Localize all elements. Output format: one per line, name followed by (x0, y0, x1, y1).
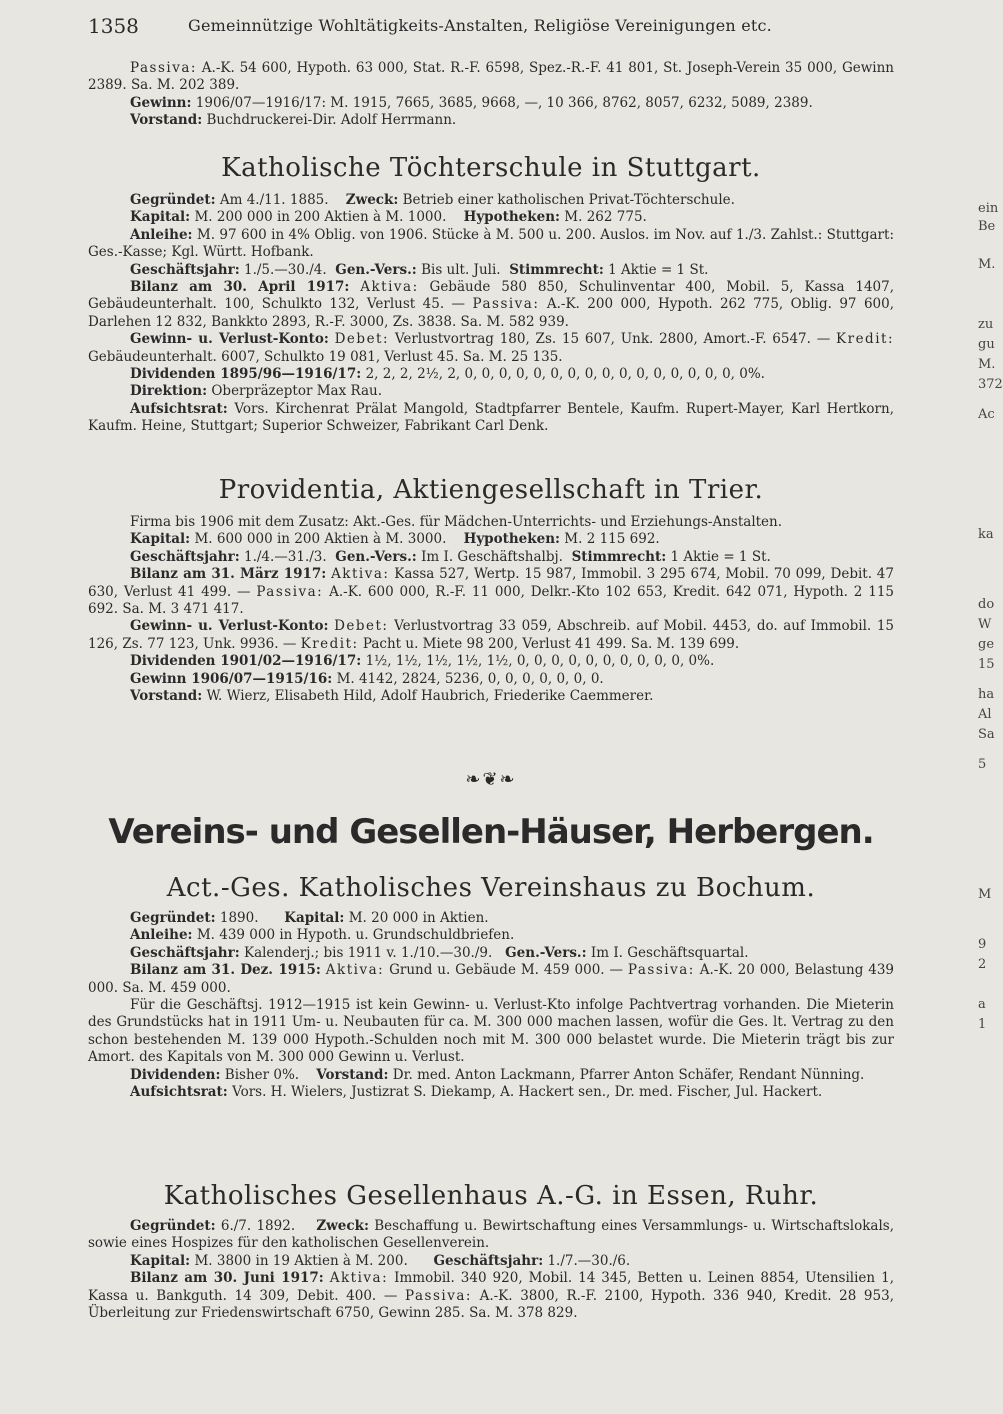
section-providentia (88, 474, 894, 705)
fragment: Al (978, 707, 992, 722)
fragment: M. (978, 357, 996, 372)
kapital-label: Kapital: (130, 209, 191, 226)
gegruendet-text: Am 4./11. 1885. (219, 192, 329, 208)
gegruendet-label: Gegründet: (130, 910, 216, 926)
running-title: Gemeinnützige Wohltätigkeits-Anstalten, Religiöse Vereinigungen etc. (188, 16, 772, 35)
fragment: 2 (978, 957, 987, 972)
gewinn-label: Gewinn 1906/07—1915/16: (130, 670, 333, 687)
dividenden-label: Dividenden 1901/02—1916/17: (130, 653, 362, 670)
firma-text: Firma bis 1906 mit dem Zusatz: Akt.-Ges. für Mädchen-Unterrichts- und Erziehungs-Anstalten. (130, 514, 783, 530)
fragment: gu (978, 337, 995, 352)
geschaeftsjahr-label: Geschäftsjahr: (130, 261, 240, 278)
vorstand-text: Dr. med. Anton Lackmann, Pfarrer Anton Schäfer, Rendant Nünning. (392, 1066, 865, 1083)
guv-debet: Verlustvortrag 180, Zs. 15 607, Unk. 2800, Amort.-F. 6547. — (394, 331, 831, 348)
guv-label: Gewinn- u. Verlust-Konto: (130, 331, 329, 348)
aufsichtsrat-label: Aufsichtsrat: (130, 1084, 228, 1101)
fragment: Be (978, 219, 996, 234)
aufsichtsrat-label: Aufsichtsrat: (130, 400, 228, 417)
fragment: M. (978, 257, 996, 272)
bilanz-passiva: A.-K. 600 000, R.-F. 11 000, Delkr.-Kto 102 653, Kredit. 642 071, Hypoth. 2 115 692. Sa. M. 3 471 417. (88, 583, 894, 618)
gegruendet-text: 6./7. 1892. (220, 1218, 296, 1234)
bilanz-aktiva: Grund u. Gebäude M. 459 000. — (389, 962, 623, 979)
hypotheken-label: Hypotheken: (463, 531, 560, 548)
kredit-label: Kredit: (300, 635, 359, 652)
fragment: 9 (978, 937, 987, 952)
geschaeftsjahr-text: 1./5.—30./4. (243, 261, 327, 278)
bilanz-passiva: A.-K. 20 000, Belastung 439 000. Sa. M. 459 000. (88, 962, 894, 996)
kapital-text: M. 20 000 in Aktien. (348, 910, 489, 926)
anleihe-label: Anleihe: (130, 226, 193, 243)
section-bochum (88, 872, 894, 1101)
geschaeftsjahr-label: Geschäftsjahr: (130, 944, 240, 961)
vorstand-label: Vorstand: (130, 112, 203, 129)
direktion-label: Direktion: (130, 383, 208, 400)
section-toechterschule (88, 152, 894, 436)
geschaeftsjahr-label: Geschäftsjahr: (130, 548, 240, 565)
aktiva-label: Aktiva: (329, 1270, 389, 1287)
fragment: 372 (978, 377, 1003, 392)
passiva-text: A.-K. 54 600, Hypoth. 63 000, Stat. R.-F. 6598, Spez.-R.-F. 41 801, St. Joseph-Verein 35 000, Gewinn 2389. Sa. M. 202 389. (88, 60, 894, 94)
geschaeftsjahr-text: 1./7.—30./6. (547, 1252, 631, 1269)
vorstand-text: Buchdruckerei-Dir. Adolf Herrmann. (206, 112, 457, 129)
kapital-label: Kapital: (130, 531, 191, 548)
anleihe-text: M. 439 000 in Hypoth. u. Grundschuldbriefen. (196, 927, 515, 944)
dividenden-text: Bisher 0%. (224, 1066, 300, 1083)
kapital-text: M. 200 000 in 200 Aktien à M. 1000. (194, 209, 447, 226)
bilanz-aktiva: Gebäude 580 850, Schulinventar 400, Mobil. 5, Kassa 1407, Gebäudeunterhalt. 100, Schulkto 132, Verlust 45. — (88, 279, 895, 313)
aktiva-label: Aktiva: (331, 566, 390, 583)
section-title: Act.-Ges. Katholisches Vereinshaus zu Bochum. (166, 873, 816, 903)
zweck-label: Zweck: (316, 1218, 369, 1234)
stimmrecht-text: 1 Aktie = 1 St. (608, 261, 709, 278)
chapter-heading-block (88, 812, 894, 852)
stimmrecht-label: Stimmrecht: (571, 548, 667, 565)
gen-vers-text: Bis ult. Juli. (421, 261, 501, 278)
fragment: 1 (978, 1017, 987, 1032)
anleihe-label: Anleihe: (130, 927, 193, 944)
section-title: Providentia, Aktiengesellschaft in Trier. (218, 475, 764, 505)
fragment: M (978, 887, 992, 902)
intro-block (88, 60, 894, 130)
facing-page-fragments (978, 190, 1003, 1190)
vorstand-text: W. Wierz, Elisabeth Hild, Adolf Haubrich, Friederike Caemmerer. (206, 688, 654, 705)
fragment: ka (978, 527, 994, 542)
dividenden-text: 1½, 1½, 1½, 1½, 1½, 0, 0, 0, 0, 0, 0, 0, 0, 0, 0, 0%. (365, 653, 715, 670)
dividenden-text: 2, 2, 2, 2½, 2, 0, 0, 0, 0, 0, 0, 0, 0, 0, 0, 0, 0, 0, 0, 0, 0, 0%. (365, 366, 765, 383)
passiva-label: Passiva: (405, 1287, 472, 1304)
guv-kredit: Pacht u. Miete 98 200, Verlust 41 499. Sa. M. 139 699. (362, 635, 740, 652)
passiva-label: Passiva: (130, 60, 197, 76)
fragment: ha (978, 687, 995, 702)
page-number: 1358 (88, 14, 139, 38)
fragment: ein (978, 201, 999, 216)
ornament-divider: ❧❦❧ (465, 769, 517, 790)
hypotheken-label: Hypotheken: (463, 209, 560, 226)
aktiva-label: Aktiva: (325, 962, 385, 979)
gen-vers-text: Im I. Geschäftshalbj. (421, 548, 563, 565)
vorstand-label: Vorstand: (316, 1066, 389, 1083)
stimmrecht-label: Stimmrecht: (509, 261, 604, 278)
fragment: 15 (978, 657, 995, 672)
aktiva-label: Aktiva: (360, 279, 419, 296)
debet-label: Debet: (334, 331, 390, 348)
direktion-text: Oberpräzeptor Max Rau. (211, 383, 382, 400)
guv-debet: Verlustvortrag 33 059, Abschreib. auf Mobil. 4453, do. auf Immobil. 15 126, Zs. 77 123, Unk. 9936. — (88, 618, 894, 652)
bilanz-label: Bilanz am 31. Dez. 1915: (130, 962, 321, 979)
guv-label: Gewinn- u. Verlust-Konto: (130, 618, 329, 635)
page-header (88, 14, 968, 44)
note-text: Für die Geschäftsj. 1912—1915 ist kein Gewinn- u. Verlust-Kto infolge Pachtvertrag vorhanden. Die Mieterin des Grundstücks hat in 1911 Um- u. Neubauten für ca. M. 300 000 machen lassen, wofür die Ges. lt. Vertrag zu den schon bestehenden M. 139 000 Hypoth.-Schulden noch mit M. 300 000 belastet wurde. Die Mieterin trägt bis zur Amort. des Kapitals von M. 300 000 Gewinn u. Verlust. (88, 997, 894, 1066)
aufsichtsrat-text: Vors. Kirchenrat Prälat Mangold, Stadtpfarrer Bentele, Kaufm. Rupert-Mayer, Karl Hertkorn, Kaufm. Heine, Stuttgart; Superior Schweizer, Fabrikant Carl Denk. (88, 400, 894, 435)
gegruendet-label: Gegründet: (130, 1218, 216, 1234)
fragment: Ac (978, 407, 995, 422)
hypotheken-text: M. 262 775. (564, 209, 647, 226)
bilanz-label: Bilanz am 30. Juni 1917: (130, 1270, 324, 1287)
gewinn-text: M. 4142, 2824, 5236, 0, 0, 0, 0, 0, 0, 0. (336, 670, 604, 687)
fragment: Sa (978, 727, 995, 742)
gegruendet-label: Gegründet: (130, 192, 216, 208)
zweck-label: Zweck: (345, 192, 399, 208)
passiva-label: Passiva: (472, 296, 540, 313)
ornament-block (88, 770, 894, 790)
guv-kredit: Gebäudeunterhalt. 6007, Schulkto 19 081, Verlust 45. Sa. M. 25 135. (88, 348, 563, 365)
geschaeftsjahr-text: 1./4.—31./3. (243, 548, 327, 565)
geschaeftsjahr-label: Geschäftsjahr: (433, 1252, 544, 1269)
hypotheken-text: M. 2 115 692. (564, 531, 660, 548)
fragment: W (978, 617, 992, 632)
gen-vers-label: Gen.-Vers.: (335, 261, 417, 278)
aufsichtsrat-text: Vors. H. Wielers, Justizrat S. Diekamp, A. Hackert sen., Dr. med. Fischer, Jul. Hackert. (232, 1084, 823, 1101)
section-title: Katholische Töchterschule in Stuttgart. (221, 153, 761, 183)
gen-vers-label: Gen.-Vers.: (335, 548, 417, 565)
bilanz-passiva: A.-K. 3800, R.-F. 2100, Hypoth. 336 940, Kredit. 28 953, Überleitung zur Friedenswirtschaft 6750, Gewinn 285. Sa. M. 378 829. (88, 1287, 894, 1322)
kredit-label: Kredit: (836, 331, 894, 348)
bilanz-label: Bilanz am 31. März 1917: (130, 566, 327, 583)
gen-vers-text: Im I. Geschäftsquartal. (590, 944, 749, 961)
kapital-label: Kapital: (130, 1252, 191, 1269)
gen-vers-label: Gen.-Vers.: (505, 944, 587, 961)
kapital-label: Kapital: (284, 910, 345, 926)
fragment: zu (978, 317, 994, 332)
gegruendet-text: 1890. (219, 910, 259, 926)
dividenden-label: Dividenden: (130, 1066, 221, 1083)
gewinn-label: Gewinn: (130, 94, 192, 111)
kapital-text: M. 3800 in 19 Aktien à M. 200. (194, 1252, 408, 1269)
bilanz-aktiva: Kassa 527, Wertp. 15 987, Immobil. 3 295 674, Mobil. 70 099, Debit. 47 630, Verlust 41 499. — (88, 566, 894, 600)
section-essen (88, 1180, 894, 1322)
kapital-text: M. 600 000 in 200 Aktien à M. 3000. (194, 531, 447, 548)
gewinn-text: 1906/07—1916/17: M. 1915, 7665, 3685, 9668, —, 10 366, 8762, 8057, 6232, 5089, 2389. (195, 94, 813, 111)
bilanz-passiva: A.-K. 200 000, Hypoth. 262 775, Oblig. 97 600, Darlehen 12 832, Bankkto 2893, R.-F. 3000, Zs. 3838. Sa. M. 582 939. (88, 296, 895, 330)
anleihe-text: M. 97 600 in 4% Oblig. von 1906. Stücke à M. 500 u. 200. Auslos. im Nov. auf 1./3. Zahlst.: Stuttgart: Ges.-Kasse; Kgl. Württ. Hofbank. (88, 226, 894, 261)
fragment: a (978, 997, 986, 1012)
zweck-text: Betrieb einer katholischen Privat-Töchterschule. (402, 192, 735, 208)
chapter-heading: Vereins- und Gesellen-Häuser, Herbergen. (108, 812, 874, 852)
bilanz-aktiva: Immobil. 340 920, Mobil. 14 345, Betten u. Leinen 8854, Utensilien 1, Kassa u. Bankguth. 14 309, Debit. 400. — (88, 1270, 894, 1304)
bilanz-label: Bilanz am 30. April 1917: (130, 279, 350, 296)
fragment: do (978, 597, 995, 612)
vorstand-label: Vorstand: (130, 688, 203, 705)
dividenden-label: Dividenden 1895/96—1916/17: (130, 366, 362, 383)
geschaeftsjahr-text: Kalenderj.; bis 1911 v. 1./10.—30./9. (243, 944, 493, 961)
zweck-text: Beschaffung u. Bewirtschaftung eines Versammlungs- u. Wirtschaftslokals, sowie eines Hospizes für den katholischen Gesellenverein. (88, 1218, 895, 1252)
fragment: ge (978, 637, 995, 652)
passiva-label: Passiva: (627, 962, 695, 979)
passiva-label: Passiva: (256, 583, 324, 600)
debet-label: Debet: (334, 618, 389, 635)
stimmrecht-text: 1 Aktie = 1 St. (670, 548, 771, 565)
section-title: Katholisches Gesellenhaus A.-G. in Essen, Ruhr. (163, 1181, 819, 1211)
fragment: 5 (978, 757, 987, 772)
